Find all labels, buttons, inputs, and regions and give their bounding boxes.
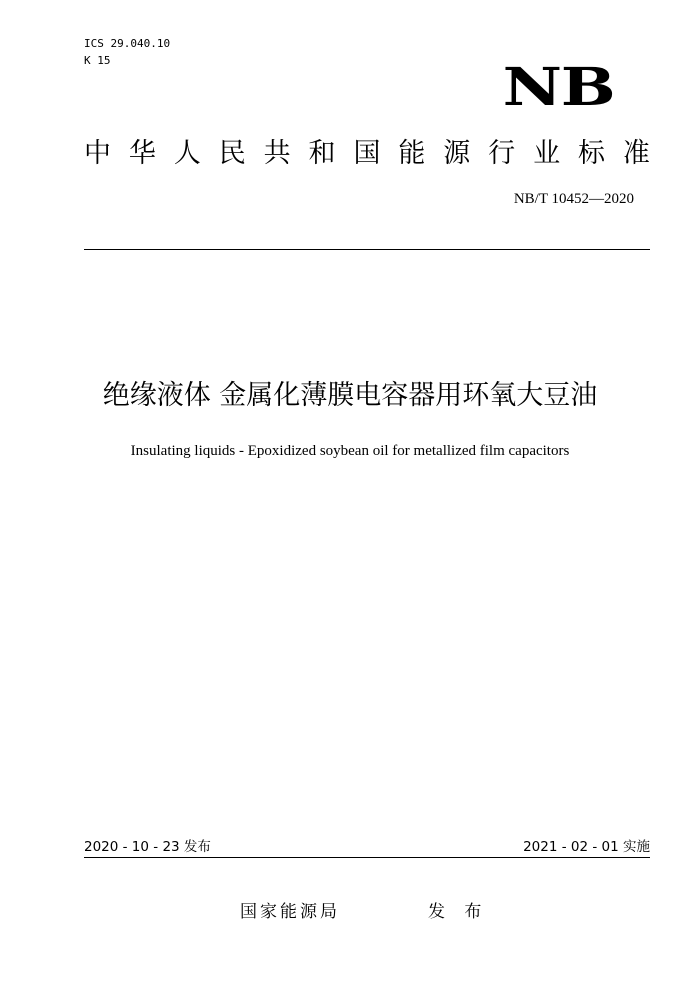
org-char: 共 <box>263 138 291 169</box>
implementation-date: 2021 - 02 - 01 实施 <box>523 839 650 855</box>
org-char: 行 <box>488 138 516 169</box>
issue-date: 2020 - 10 - 23 发布 <box>84 839 211 855</box>
org-char: 标 <box>577 138 605 169</box>
org-char: 华 <box>128 138 156 169</box>
ccs-code: K 15 <box>84 54 111 67</box>
document-title-zh: 绝缘液体 金属化薄膜电容器用环氧大豆油 <box>102 380 598 411</box>
nb-logo: NB <box>502 57 614 118</box>
standard-number: NB/T 10452—2020 <box>513 191 634 207</box>
org-char: 业 <box>533 138 561 169</box>
header-divider <box>84 249 650 250</box>
org-char: 民 <box>218 138 246 169</box>
footer-divider <box>84 857 650 858</box>
org-char: 源 <box>443 138 471 169</box>
org-char: 人 <box>173 138 201 169</box>
issue-label: 发 布 <box>428 902 489 922</box>
org-char: 准 <box>622 138 650 169</box>
standard-category-title <box>84 138 650 170</box>
issuing-authority: 国家能源局 <box>240 902 340 922</box>
org-char: 中 <box>84 138 111 169</box>
document-title-en: Insulating liquids - Epoxidized soybean oil for metallized film capacitors <box>130 443 570 459</box>
org-char: 国 <box>353 138 381 169</box>
ics-code: ICS 29.040.10 <box>84 37 171 50</box>
org-char: 和 <box>308 138 336 169</box>
org-char: 能 <box>398 138 426 169</box>
